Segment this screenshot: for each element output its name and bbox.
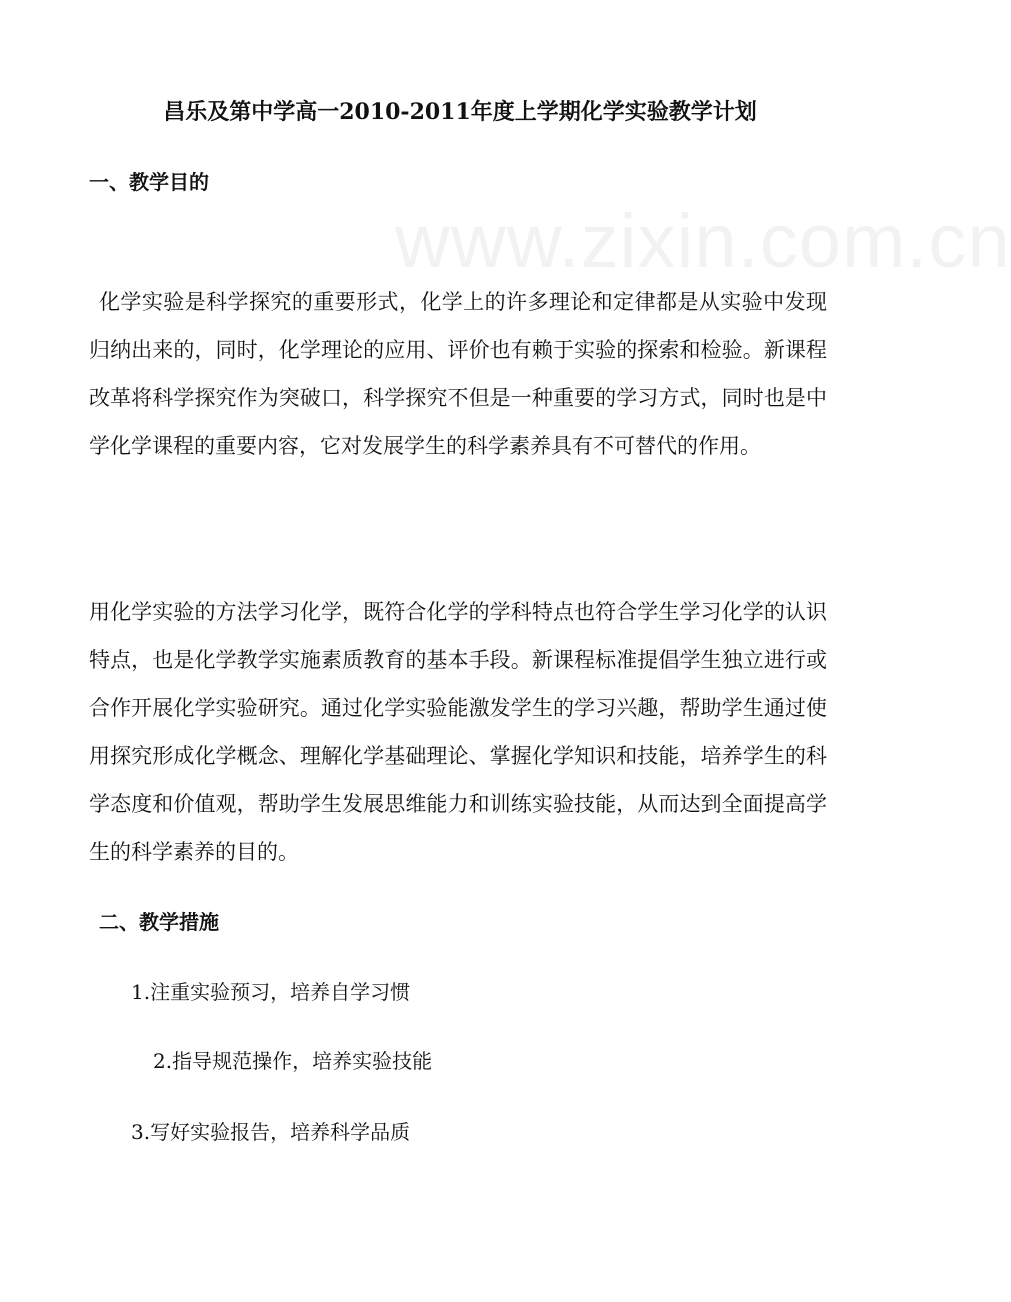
measure-item-1: 1.注重实验预习，培养自学习惯 (131, 980, 411, 1004)
document-title: 昌乐及第中学高一2010-2011年度上学期化学实验教学计划 (163, 99, 757, 125)
section-heading-objectives: 一、教学目的 (89, 170, 209, 194)
paragraph-objectives-1: 化学实验是科学探究的重要形式，化学上的许多理论和定律都是从实验中发现归纳出来的，同时，化学理论的应用、评价也有赖于实验的探索和检验。新课程改革将科学探究作为突破口，科学探究不但是一种重要的学习方式，同时也是中学化学课程的重要内容，它对发展学生的科学素养具有不可替代的作用。 (89, 290, 827, 458)
measure-item-2: 2.指导规范操作，培养实验技能 (153, 1049, 433, 1073)
section-heading-measures: 二、教学措施 (99, 910, 219, 934)
watermark: www.zixin.com.cn (395, 199, 1011, 284)
paragraph-objectives-2: 用化学实验的方法学习化学，既符合化学的学科特点也符合学生学习化学的认识特点，也是化学教学实施素质教育的基本手段。新课程标准提倡学生独立进行或合作开展化学实验研究。通过化学实验能激发学生的学习兴趣，帮助学生通过使用探究形成化学概念、理解化学基础理论、掌握化学知识和技能，培养学生的科学态度和价值观，帮助学生发展思维能力和训练实验技能，从而达到全面提高学生的科学素养的目的。 (89, 600, 827, 864)
measure-item-3: 3.写好实验报告，培养科学品质 (131, 1120, 411, 1144)
